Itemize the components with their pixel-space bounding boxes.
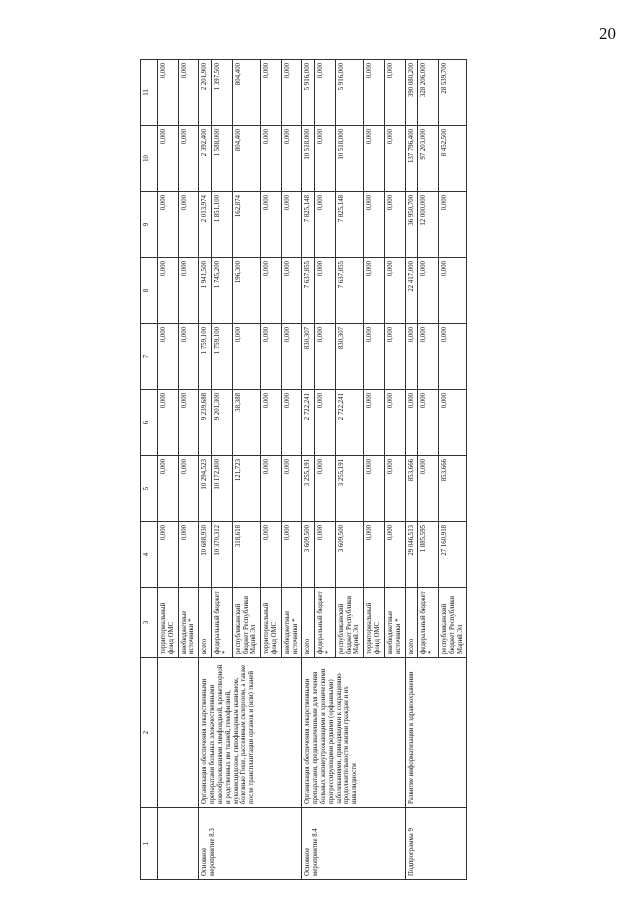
amount-cell: 0,000: [438, 324, 466, 390]
amount-cell: 0,000: [178, 390, 199, 456]
amount-cell: 0,000: [178, 324, 199, 390]
header-row: [141, 60, 158, 880]
amount-cell: 0,000: [364, 456, 385, 522]
amount-cell: 5 916,000: [302, 60, 315, 126]
amount-cell: 0,000: [158, 324, 179, 390]
amount-cell: 1 941,500: [199, 258, 212, 324]
amount-cell: 0,000: [281, 324, 302, 390]
program-title: Организация обеспечения лекарственными препаратами, предназначенными для лечения больных жизнеугрожающими и хроническими прогрессирующими редкими (орфанными) заболеваниями, приводящими к сокращению продолжительности жизни граждан и их инвалидности: [302, 658, 405, 808]
amount-cell: 1 588,000: [212, 126, 233, 192]
funding-source: республиканский бюджет Республики Марий Эл: [438, 588, 466, 658]
funding-source: федеральный бюджет *: [212, 588, 233, 658]
amount-cell: 0,000: [281, 522, 302, 588]
amount-cell: 0,000: [178, 126, 199, 192]
amount-cell: 328 206,000: [418, 60, 439, 126]
amount-cell: 0,000: [158, 126, 179, 192]
column-header: 11: [141, 60, 158, 126]
amount-cell: 0,000: [418, 456, 439, 522]
amount-cell: 162,874: [232, 192, 260, 258]
amount-cell: 0,000: [418, 258, 439, 324]
amount-cell: 22 417,000: [405, 258, 418, 324]
amount-cell: 0,000: [438, 258, 466, 324]
amount-cell: 0,000: [405, 390, 418, 456]
column-header: 5: [141, 456, 158, 522]
amount-cell: 36 950,700: [405, 192, 418, 258]
funding-source: внебюджетные источники *: [384, 588, 405, 658]
column-header: 2: [141, 658, 158, 808]
amount-cell: 28 539,700: [438, 60, 466, 126]
amount-cell: 2 013,974: [199, 192, 212, 258]
amount-cell: 0,000: [178, 60, 199, 126]
amount-cell: 10 172,800: [212, 456, 233, 522]
amount-cell: 0,000: [405, 324, 418, 390]
amount-cell: 0,000: [261, 456, 282, 522]
page-number: 20: [599, 24, 616, 43]
amount-cell: 2 722,241: [335, 390, 363, 456]
amount-cell: 804,400: [232, 60, 260, 126]
amount-cell: 137 796,400: [405, 126, 418, 192]
amount-cell: 29 046,513: [405, 522, 418, 588]
amount-cell: 0,000: [364, 258, 385, 324]
amount-cell: 0,000: [158, 390, 179, 456]
amount-cell: 0,000: [261, 126, 282, 192]
program-title: [158, 658, 199, 808]
table-body: [158, 60, 467, 880]
amount-cell: 0,000: [178, 192, 199, 258]
funding-source: всего: [302, 588, 315, 658]
amount-cell: 0,000: [315, 126, 336, 192]
amount-cell: 0,000: [281, 192, 302, 258]
column-header: 7: [141, 324, 158, 390]
amount-cell: 3 255,191: [302, 456, 315, 522]
rotated-table-container: [140, 60, 560, 880]
column-header: 4: [141, 522, 158, 588]
amount-cell: 0,000: [158, 522, 179, 588]
amount-cell: 0,000: [384, 192, 405, 258]
amount-cell: 0,000: [281, 456, 302, 522]
budget-table: [140, 59, 467, 880]
program-title: Организация обеспечения лекарственными препаратами больных злокачественными новообразованиями лимфоидной, кроветворной и родственных им тканей, гемофилией, муковисцидозом, гипофизарным нанизмом, болезнью Гоше, рассеянным склерозом, а также после трансплантации органов и (или) тканей: [199, 658, 302, 808]
amount-cell: 38,388: [232, 390, 260, 456]
table-row: [405, 60, 418, 880]
program-code: Основное мероприятие 8.3: [199, 808, 302, 880]
amount-cell: 830,307: [335, 324, 363, 390]
amount-cell: 0,000: [364, 522, 385, 588]
amount-cell: 1 759,100: [212, 324, 233, 390]
table-row: [302, 60, 315, 880]
amount-cell: 0,000: [418, 390, 439, 456]
amount-cell: 0,000: [384, 324, 405, 390]
amount-cell: 0,000: [315, 522, 336, 588]
funding-source: всего: [199, 588, 212, 658]
program-code: Основное мероприятие 8.4: [302, 808, 405, 880]
column-header: 10: [141, 126, 158, 192]
amount-cell: 0,000: [232, 324, 260, 390]
amount-cell: 0,000: [315, 192, 336, 258]
amount-cell: 830,307: [302, 324, 315, 390]
amount-cell: 0,000: [364, 60, 385, 126]
amount-cell: 318,618: [232, 522, 260, 588]
funding-source: федеральный бюджет *: [315, 588, 336, 658]
amount-cell: 0,000: [418, 324, 439, 390]
amount-cell: 804,400: [232, 126, 260, 192]
amount-cell: 0,000: [315, 60, 336, 126]
amount-cell: 0,000: [384, 390, 405, 456]
amount-cell: 0,000: [178, 522, 199, 588]
amount-cell: 10 294,523: [199, 456, 212, 522]
amount-cell: 10 370,312: [212, 522, 233, 588]
amount-cell: 1 397,500: [212, 60, 233, 126]
amount-cell: 3 255,191: [335, 456, 363, 522]
amount-cell: 0,000: [438, 390, 466, 456]
amount-cell: 0,000: [384, 258, 405, 324]
amount-cell: 0,000: [158, 258, 179, 324]
amount-cell: 0,000: [158, 192, 179, 258]
amount-cell: 0,000: [261, 324, 282, 390]
amount-cell: 0,000: [281, 390, 302, 456]
amount-cell: 1 759,100: [199, 324, 212, 390]
amount-cell: 0,000: [315, 258, 336, 324]
amount-cell: 853,666: [438, 456, 466, 522]
amount-cell: 1 885,595: [418, 522, 439, 588]
amount-cell: 0,000: [315, 390, 336, 456]
amount-cell: 853,666: [405, 456, 418, 522]
amount-cell: 0,000: [384, 456, 405, 522]
amount-cell: 9 239,688: [199, 390, 212, 456]
amount-cell: 7 825,148: [302, 192, 315, 258]
funding-source: внебюджетные источники *: [281, 588, 302, 658]
amount-cell: 27 160,918: [438, 522, 466, 588]
amount-cell: 196,300: [232, 258, 260, 324]
amount-cell: 0,000: [281, 60, 302, 126]
column-header: 8: [141, 258, 158, 324]
funding-source: территориальный фонд ОМС: [158, 588, 179, 658]
amount-cell: 12 000,000: [418, 192, 439, 258]
program-code: Подпрограмма 9: [405, 808, 467, 880]
amount-cell: 0,000: [384, 60, 405, 126]
amount-cell: 0,000: [261, 390, 282, 456]
amount-cell: 1 745,200: [212, 258, 233, 324]
amount-cell: 0,000: [281, 258, 302, 324]
amount-cell: 97 203,000: [418, 126, 439, 192]
amount-cell: 3 609,500: [302, 522, 315, 588]
funding-source: республиканский бюджет Республики Марий Эл: [335, 588, 363, 658]
amount-cell: 390 080,200: [405, 60, 418, 126]
amount-cell: 7 637,855: [335, 258, 363, 324]
column-header: 9: [141, 192, 158, 258]
funding-source: республиканский бюджет Республики Марий Эл: [232, 588, 260, 658]
amount-cell: 10 518,000: [335, 126, 363, 192]
amount-cell: 0,000: [178, 258, 199, 324]
funding-source: территориальный фонд ОМС: [261, 588, 282, 658]
table-row: [199, 60, 212, 880]
amount-cell: 5 916,000: [335, 60, 363, 126]
amount-cell: 0,000: [384, 126, 405, 192]
amount-cell: 0,000: [315, 324, 336, 390]
amount-cell: 3 609,500: [335, 522, 363, 588]
program-title: Развитие информатизации в здравоохранении: [405, 658, 467, 808]
amount-cell: 7 825,148: [335, 192, 363, 258]
amount-cell: 9 201,300: [212, 390, 233, 456]
amount-cell: 2 201,900: [199, 60, 212, 126]
amount-cell: 2 392,400: [199, 126, 212, 192]
amount-cell: 10 518,000: [302, 126, 315, 192]
funding-source: территориальный фонд ОМС: [364, 588, 385, 658]
table-row: [158, 60, 179, 880]
amount-cell: 0,000: [158, 60, 179, 126]
amount-cell: 0,000: [315, 456, 336, 522]
program-code: [158, 808, 199, 880]
column-header: 3: [141, 588, 158, 658]
amount-cell: 0,000: [158, 456, 179, 522]
amount-cell: 0,000: [261, 258, 282, 324]
amount-cell: 0,000: [364, 324, 385, 390]
funding-source: федеральный бюджет *: [418, 588, 439, 658]
amount-cell: 2 722,241: [302, 390, 315, 456]
amount-cell: 0,000: [281, 126, 302, 192]
column-header: 1: [141, 808, 158, 880]
amount-cell: 0,000: [364, 390, 385, 456]
amount-cell: 7 637,855: [302, 258, 315, 324]
amount-cell: 0,000: [261, 522, 282, 588]
amount-cell: 0,000: [261, 60, 282, 126]
amount-cell: 0,000: [364, 192, 385, 258]
amount-cell: 0,000: [261, 192, 282, 258]
funding-source: всего: [405, 588, 418, 658]
amount-cell: 1 851,100: [212, 192, 233, 258]
amount-cell: 0,000: [178, 456, 199, 522]
amount-cell: 0,000: [384, 522, 405, 588]
funding-source: внебюджетные источники *: [178, 588, 199, 658]
amount-cell: 0,000: [364, 126, 385, 192]
amount-cell: 121,723: [232, 456, 260, 522]
column-header: 6: [141, 390, 158, 456]
amount-cell: 8 452,500: [438, 126, 466, 192]
amount-cell: 0,000: [438, 192, 466, 258]
amount-cell: 10 688,930: [199, 522, 212, 588]
